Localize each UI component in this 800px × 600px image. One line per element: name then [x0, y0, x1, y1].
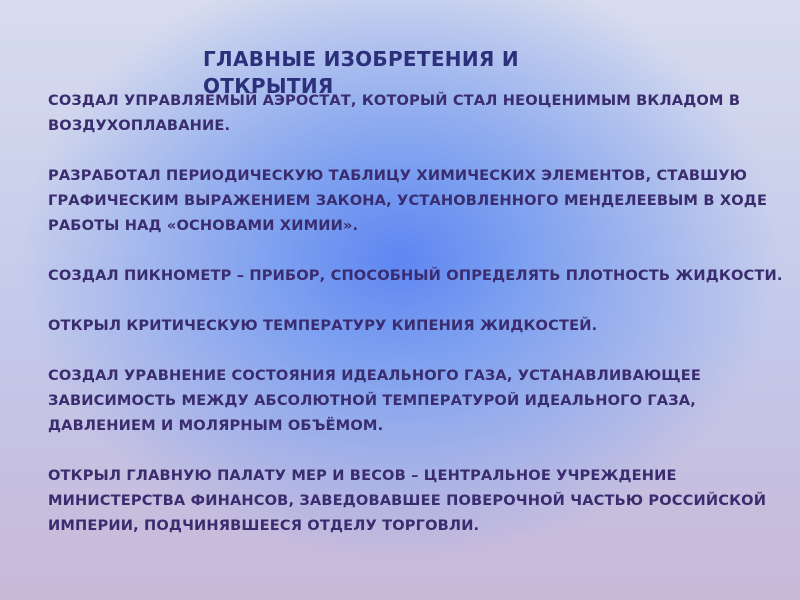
paragraph-periodic-table: РАЗРАБОТАЛ ПЕРИОДИЧЕСКУЮ ТАБЛИЦУ ХИМИЧЕСКИХ ЭЛЕМЕНТОВ, СТАВШУЮ ГРАФИЧЕСКИМ ВЫРАЖЕНИЕМ ЗАКОНА, УСТАНОВЛЕННОГО МЕНДЕЛЕЕВЫМ В ХОДЕ РАБОТЫ НАД «ОСНОВАМИ ХИМИИ».: [48, 167, 768, 234]
paragraph-aerostat: СОЗДАЛ УПРАВЛЯЕМЫЙ АЭРОСТАТ, КОТОРЫЙ СТАЛ НЕОЦЕНИМЫМ ВКЛАДОМ В ВОЗДУХОПЛАВАНИЕ.: [48, 92, 741, 134]
slide-title: ГЛАВНЫЕ ИЗОБРЕТЕНИЯ И ОТКРЫТИЯ: [203, 47, 519, 98]
paragraph-chamber-of-weights: ОТКРЫЛ ГЛАВНУЮ ПАЛАТУ МЕР И ВЕСОВ – ЦЕНТРАЛЬНОЕ УЧРЕЖДЕНИЕ МИНИСТЕРСТВА ФИНАНСОВ, ЗАВЕДОВАВШЕЕ ПОВЕРОЧНОЙ ЧАСТЬЮ РОССИЙСКОЙ ИМПЕРИИ, ПОДЧИНЯВШЕЕСЯ ОТДЕЛУ ТОРГОВЛИ.: [48, 467, 767, 534]
paragraph-critical-temperature: ОТКРЫЛ КРИТИЧЕСКУЮ ТЕМПЕРАТУРУ КИПЕНИЯ ЖИДКОСТЕЙ.: [48, 317, 598, 334]
paragraph-pycnometer: СОЗДАЛ ПИКНОМЕТР – ПРИБОР, СПОСОБНЫЙ ОПРЕДЕЛЯТЬ ПЛОТНОСТЬ ЖИДКОСТИ.: [48, 267, 783, 284]
slide-body: [48, 88, 793, 563]
paragraph-ideal-gas-equation: СОЗДАЛ УРАВНЕНИЕ СОСТОЯНИЯ ИДЕАЛЬНОГО ГАЗА, УСТАНАВЛИВАЮЩЕЕ ЗАВИСИМОСТЬ МЕЖДУ АБСОЛЮТНОЙ ТЕМПЕРАТУРОЙ ИДЕАЛЬНОГО ГАЗА, ДАВЛЕНИЕМ И МОЛЯРНЫМ ОБЪЁМОМ.: [48, 367, 702, 434]
